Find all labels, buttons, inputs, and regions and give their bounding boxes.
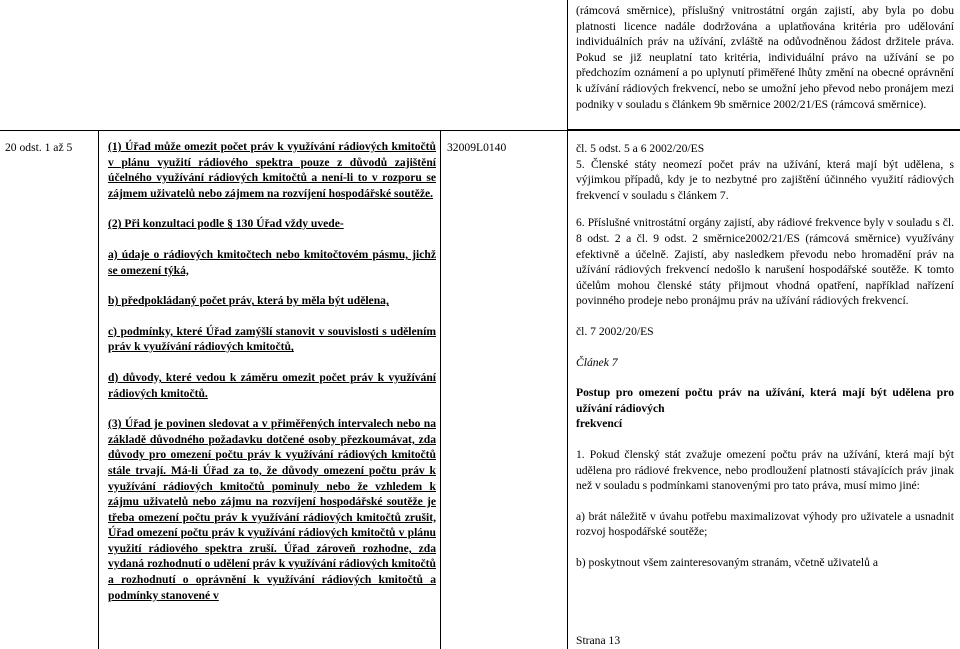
article-paragraph-1: 1. Pokud členský stát zvažuje omezení počtu práv na užívání, která mají být udělena pro rádiové frekvence, nebo prodloužení platnosti stávajících práv jinak než v souladu s podmínkami stanovenými pro tato práva, musí mimo jiné: [576, 447, 954, 493]
column-divider [567, 130, 568, 649]
provision-reference: 20 odst. 1 až 5 [5, 141, 73, 154]
law-item-d: d) důvody, které vedou k záměru omezit počet práv k využívání rádiových kmitočtů. [108, 370, 436, 400]
czech-law-text [108, 139, 436, 603]
law-paragraph-1: (1) Úřad může omezit počet práv k využívání rádiových kmitočtů v plánu využití rádiového spektra pouze z důvodů zajištění účelného využívání rádiových kmitočtů a není-li to v rozporu se zájmem uživatelů nebo zájmem na rozvíjení hospodářské soutěže. [108, 140, 436, 200]
column-divider [98, 130, 99, 649]
directive-paragraph-5: 5. Členské státy neomezí počet práv na užívání, která mají být udělena, s výjimkou případů, kdy je to nezbytné pro zajištění účinného využití rádiových frekvencí v souladu s článkem 7. [576, 157, 954, 202]
article-item-b: b) poskytnout všem zainteresovaným stranám, včetně uživatelů a [576, 555, 878, 569]
directive-reference-2: čl. 7 2002/20/ES [576, 324, 654, 338]
article-item-a: a) brát náležitě v úvahu potřebu maximalizovat výhody pro uživatele a usnadnit rozvoj hospodářské soutěže; [576, 509, 954, 539]
top-cell-text: (rámcová směrnice), příslušný vnitrostátní orgán zajistí, aby byla po dobu platnosti licence nadále dodržována a uplatňována kritéria pro udělování individuálních práv na užívání, zvláště na odůvodněnou žádost držitele práva. Pokud se již neuplatní tato kritéria, individuální právo na užívání se po předchozím oznámení a po uplynutí přiměřené lhůty změní na obecné oprávnění k užívání rádiových frekvencí, nebo se umožní jeho převod nebo pronájem mezi podniky v souladu s článkem 9b směrnice 2002/21/ES (rámcová směrnice). [576, 4, 954, 111]
article-heading-line-2: frekvencí [576, 417, 623, 431]
directive-paragraph-6: 6. Příslušné vnitrostátní orgány zajistí, aby rádiové frekvence byly v souladu s čl. 8 odst. 2 a čl. 9 odst. 2 směrnice2002/21/ES (rámcová směrnice) využívány efektivně a účelně. Zajistí, aby nasledkem převodu nebo hromadění práv na užívání rádiových frekvencí nedošlo k narušení hospodářské soutěže. K tomto účelům mohou členské státy přijmout vhodná opatření, například nařízení povinného prodeje nebo pronájmu práv na užívání rádiových frekvencí. [576, 216, 954, 308]
celex-number: 32009L0140 [447, 141, 507, 154]
law-paragraph-3: (3) Úřad je povinen sledovat a v přiměřených intervalech nebo na základě důvodného požadavku dotčené osoby přezkoumávat, zda důvody pro omezení počtu práv k využívání rádiových kmitočtů stále trvají. Má-li Úřad za to, že důvody omezení počtu práv k využívání rádiových kmitočtů pominuly nebo že vzhledem k zájmu uživatelů nebo zájmu na rozvíjení hospodářské soutěže je třeba omezení počtu práv k využívání rádiových kmitočtů zrušit, Úřad omezení počtu práv k využívání rádiových kmitočtů v plánu využití rádiového spektra zruší. Úřad zároveň rozhodne, zda vydaná rozhodnutí o udělení práv k využívání rádiových kmitočtů a rozhodnutí o oprávnění k využívání rádiových kmitočtů a podmínky stanovené v [108, 417, 436, 602]
law-item-a: a) údaje o rádiových kmitočtech nebo kmitočtovém pásmu, jichž se omezení týká, [108, 247, 436, 277]
law-item-b: b) předpokládaný počet práv, která by měla být udělena, [108, 294, 389, 308]
article-heading: Postup pro omezení počtu práv na užívání, která mají být udělena pro užívání rádiových [576, 386, 954, 415]
eu-directive-text [576, 141, 954, 570]
law-item-c: c) podmínky, které Úřad zamýšlí stanovit v souvislosti s udělením práv k využívání rádiových kmitočtů, [108, 324, 436, 354]
article-title: Článek 7 [576, 355, 618, 369]
page-number: Strana 13 [576, 634, 621, 647]
law-paragraph-2: (2) Při konzultaci podle § 130 Úřad vždy uvede- [108, 217, 344, 231]
column-divider [440, 130, 441, 649]
directive-reference: čl. 5 odst. 5 a 6 2002/20/ES [576, 142, 705, 155]
